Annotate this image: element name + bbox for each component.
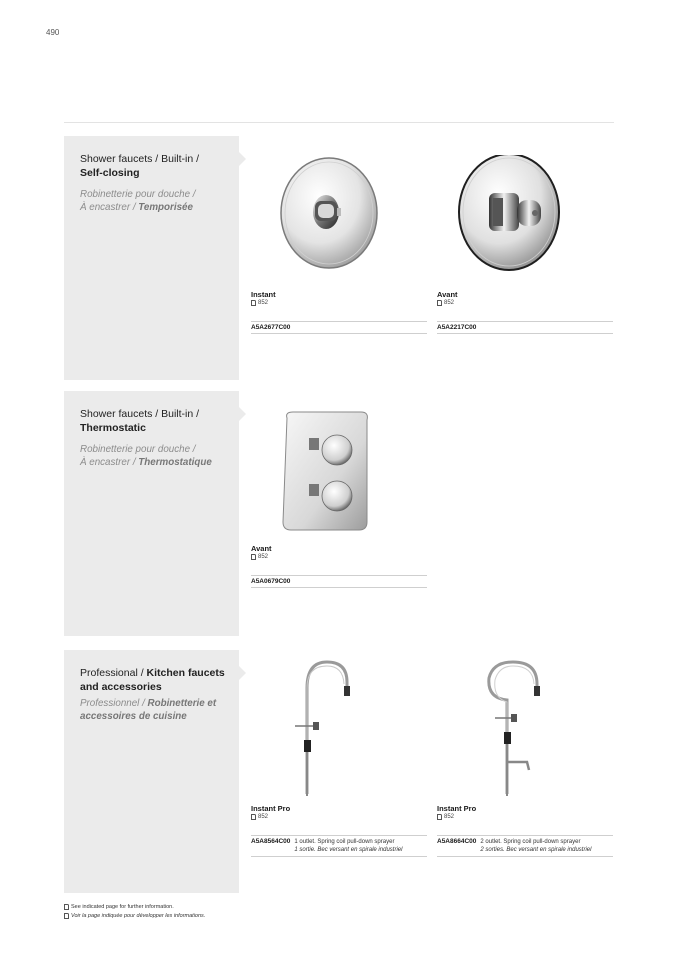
code-row xyxy=(251,575,427,588)
product-description: 1 outlet. Spring coil pull-down sprayer 1 sortie. Bec versant en spirale industriel xyxy=(294,839,403,853)
code-row xyxy=(437,321,613,334)
product-image xyxy=(251,652,427,804)
section-title-en: Shower faucets / Built-in / Self-closing xyxy=(80,153,200,179)
section-thermostatic xyxy=(64,391,239,636)
product-image xyxy=(437,150,613,290)
product-code: A5A2217C00 xyxy=(437,324,477,331)
section-pointer xyxy=(239,407,246,421)
section-title-fr: Robinetterie pour douche / À encastrer / Temporisée xyxy=(80,189,196,213)
document-icon xyxy=(437,300,442,306)
section-self-closing xyxy=(64,136,239,380)
document-icon xyxy=(251,554,256,560)
product-name: Instant Pro xyxy=(437,804,477,813)
document-icon xyxy=(437,814,442,820)
product-card[interactable] xyxy=(251,652,427,857)
page-reference: 852 xyxy=(251,814,427,820)
section-professional-kitchen xyxy=(64,650,239,893)
page-reference: 852 xyxy=(251,300,427,306)
product-card[interactable] xyxy=(251,404,427,588)
product-image xyxy=(251,150,427,290)
product-description: 2 outlet. Spring coil pull-down sprayer 2 sorties. Bec versant en spirale industriel xyxy=(480,839,592,853)
section-title-en: Professional / Kitchen faucets and accessories xyxy=(80,667,225,693)
footnote-fr: Voir la page indiquée pour développer les informations. xyxy=(64,913,205,919)
product-name: Avant xyxy=(437,290,458,299)
section-title-fr: Professionnel / Robinetterie et accessoires de cuisine xyxy=(80,698,217,722)
product-image xyxy=(437,652,613,804)
code-row xyxy=(437,835,613,857)
page-reference: 852 xyxy=(437,300,613,306)
product-name: Instant Pro xyxy=(251,804,291,813)
section-pointer xyxy=(239,666,246,680)
product-code: A5A8564C00 xyxy=(251,838,291,845)
product-code: A5A2677C00 xyxy=(251,324,291,331)
product-name: Avant xyxy=(251,544,272,553)
product-card[interactable] xyxy=(437,652,613,857)
section-title-fr: Robinetterie pour douche / À encastrer / Thermostatique xyxy=(80,444,212,468)
document-icon xyxy=(251,300,256,306)
section-pointer xyxy=(239,152,246,166)
product-card[interactable] xyxy=(437,150,613,334)
code-row xyxy=(251,835,427,857)
product-image xyxy=(251,404,427,544)
page-reference: 852 xyxy=(437,814,613,820)
product-code: A5A8664C00 xyxy=(437,838,477,845)
code-row xyxy=(251,321,427,334)
product-code: A5A0679C00 xyxy=(251,578,291,585)
document-icon xyxy=(64,913,69,919)
product-card[interactable] xyxy=(251,150,427,334)
document-icon xyxy=(251,814,256,820)
section-title-en: Shower faucets / Built-in / Thermostatic xyxy=(80,408,200,434)
page-reference: 852 xyxy=(251,554,427,560)
top-divider xyxy=(64,122,614,123)
footnote-en: See indicated page for further information. xyxy=(64,904,174,910)
document-icon xyxy=(64,904,69,910)
page-number: 490 xyxy=(46,28,60,37)
product-name: Instant xyxy=(251,290,276,299)
